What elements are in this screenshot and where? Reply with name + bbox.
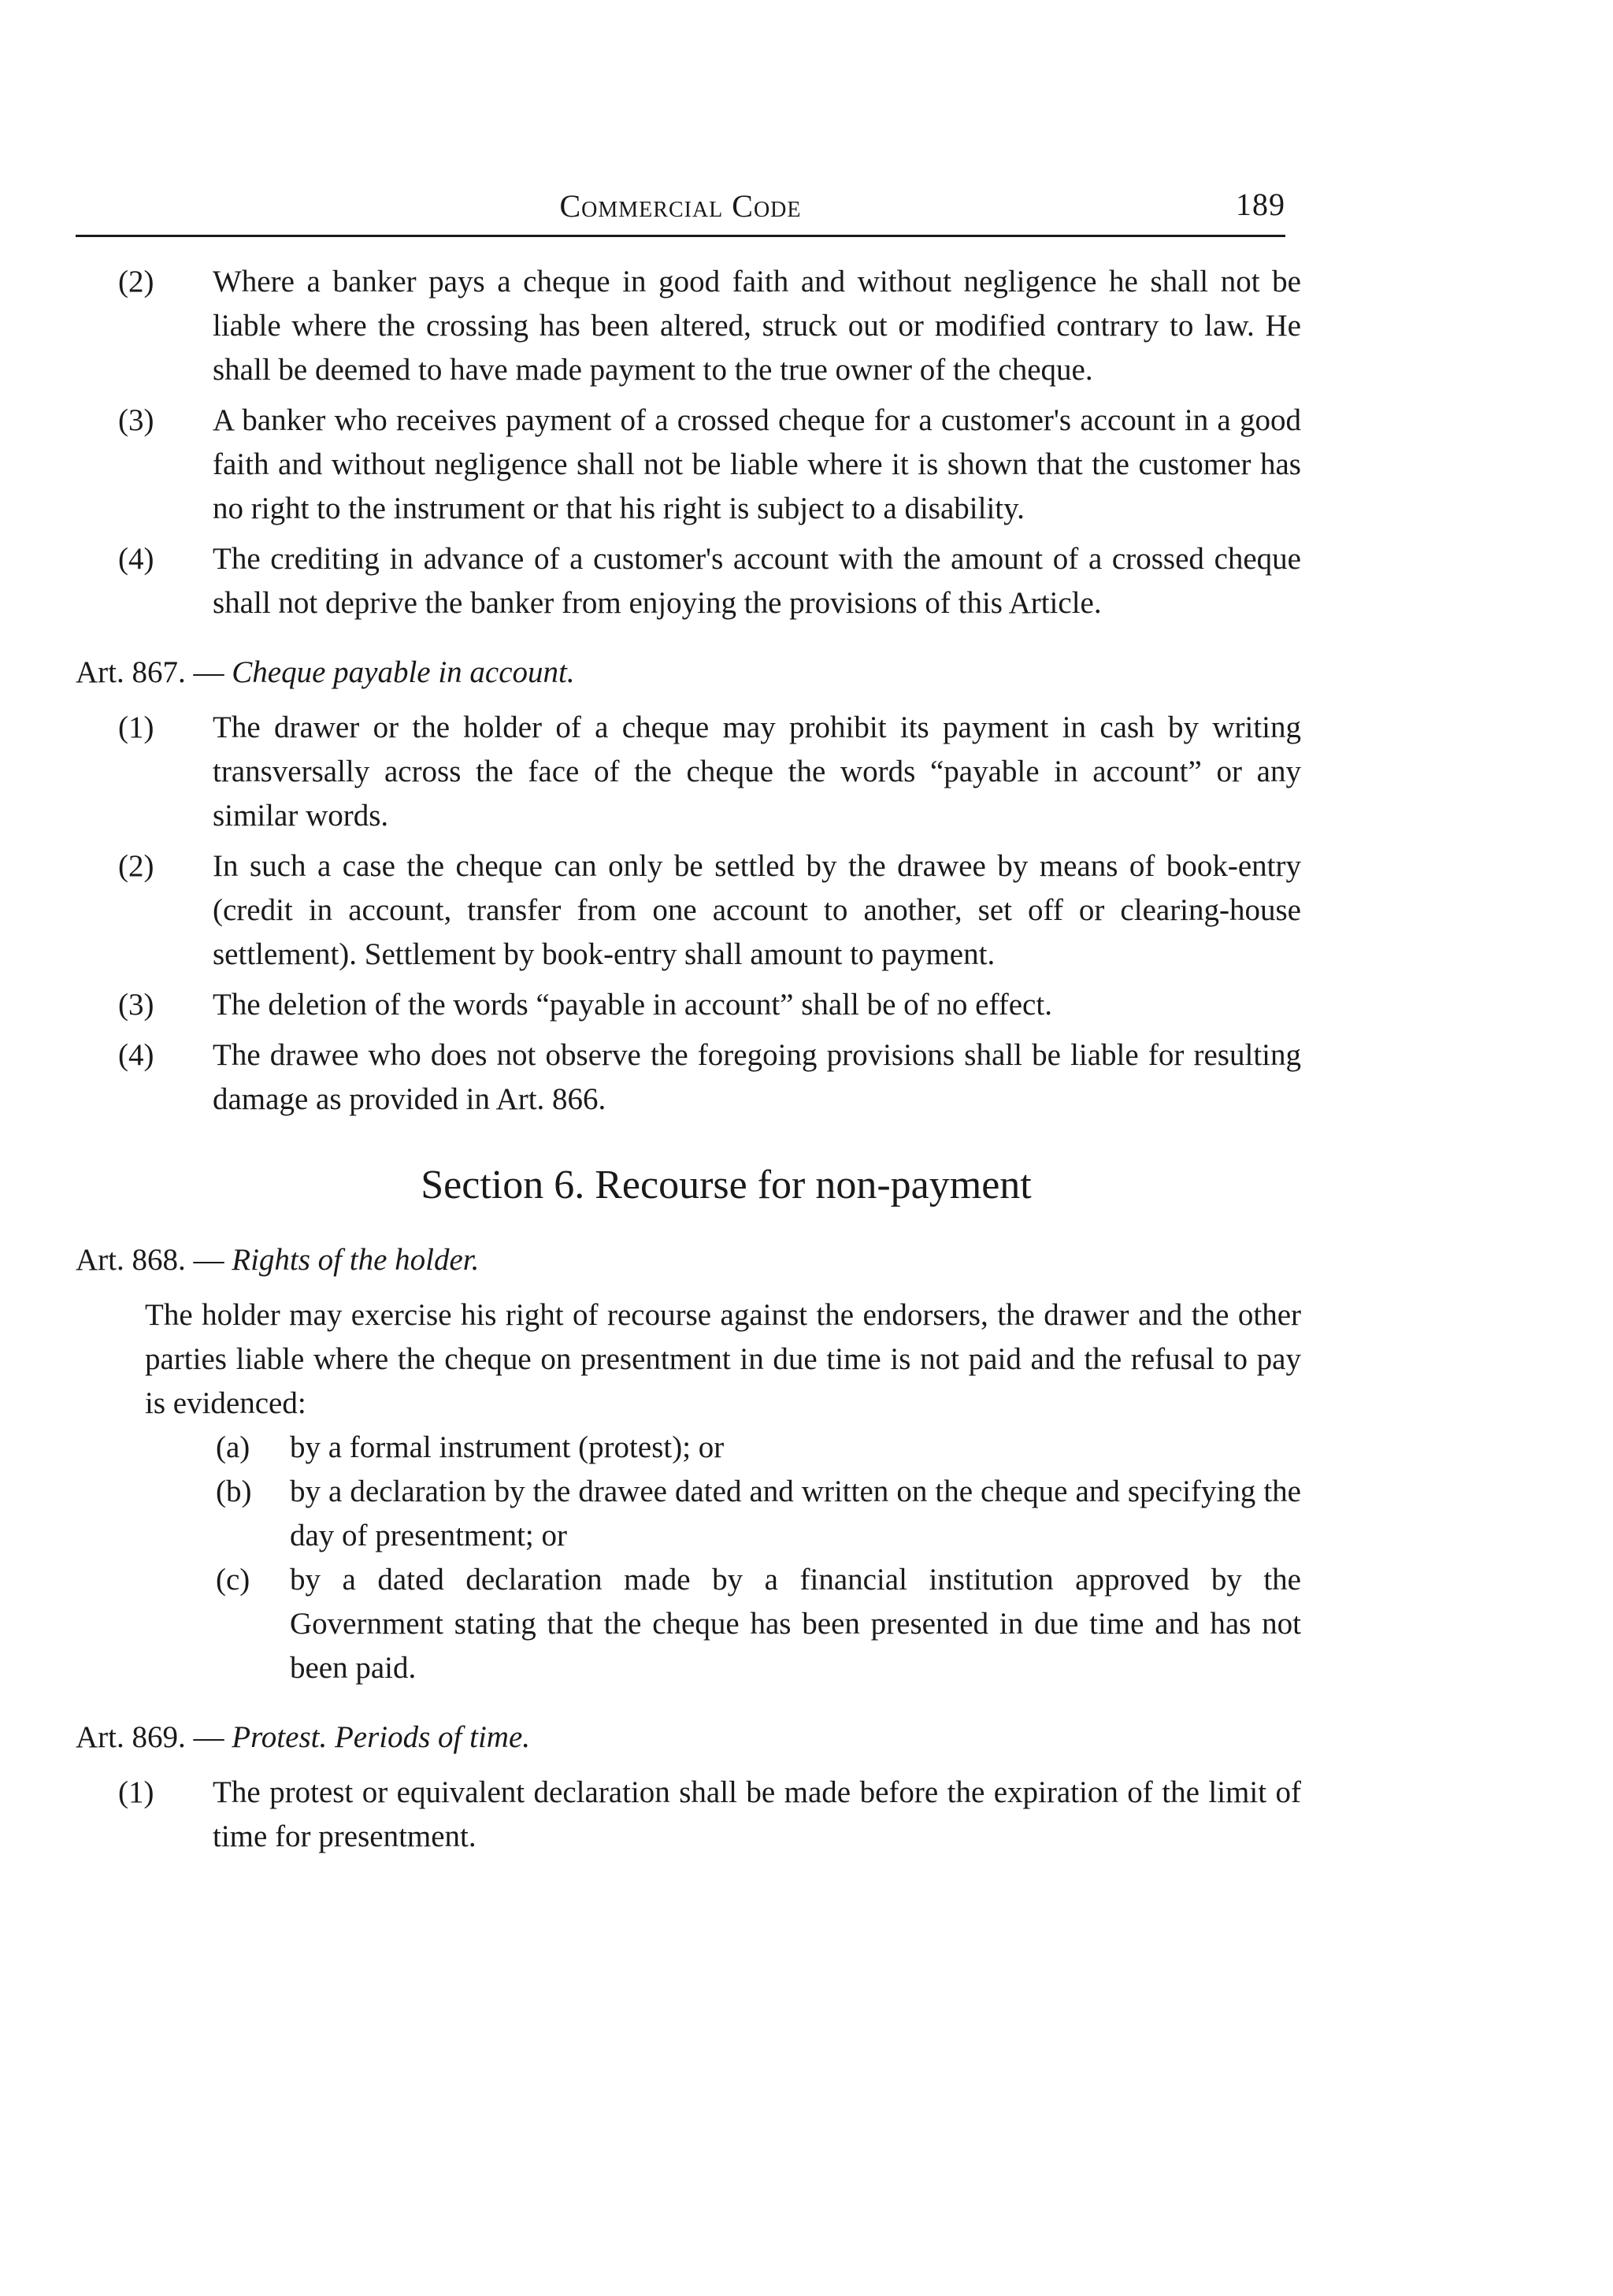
article-number: Art. 867. — bbox=[76, 655, 224, 689]
article-number: Art. 868. — bbox=[76, 1243, 224, 1277]
paragraph-number: (2) bbox=[118, 849, 154, 883]
lettered-item bbox=[76, 1426, 1301, 1470]
paragraph-text: A banker who receives payment of a crossed cheque for a customer's account in a good faith and without negligence shall not be liable where it is shown that the customer has no right to the instrument or that his right is subject to a disability. bbox=[213, 403, 1301, 525]
numbered-paragraph bbox=[76, 537, 1301, 625]
numbered-paragraph bbox=[76, 260, 1301, 392]
paragraph-text: The crediting in advance of a customer's account with the amount of a crossed cheque shall not deprive the banker from enjoying the provisions of this Article. bbox=[213, 542, 1301, 620]
paragraph-text: The deletion of the words “payable in account” shall be of no effect. bbox=[213, 988, 1052, 1022]
header-rule bbox=[76, 235, 1285, 237]
item-text: by a declaration by the drawee dated and written on the cheque and specifying the day of presentment; or bbox=[290, 1474, 1301, 1552]
page-number: 189 bbox=[1236, 187, 1285, 222]
page-content bbox=[76, 260, 1301, 1859]
item-text: by a dated declaration made by a financial institution approved by the Government stating that the cheque has been presented in due time and has not been paid. bbox=[290, 1563, 1301, 1685]
numbered-paragraph bbox=[76, 844, 1301, 977]
paragraph-number: (3) bbox=[118, 988, 154, 1022]
paragraph-number: (4) bbox=[118, 1038, 154, 1072]
item-text: by a formal instrument (protest); or bbox=[290, 1430, 725, 1464]
numbered-paragraph bbox=[76, 983, 1301, 1027]
paragraph-number: (1) bbox=[118, 1775, 154, 1809]
paragraph-number: (3) bbox=[118, 403, 154, 437]
paragraph-text: Where a banker pays a cheque in good faith and without negligence he shall not be liable where the crossing has been altered, struck out or modified contrary to law. He shall be deemed to have made payment to the true owner of the cheque. bbox=[213, 265, 1301, 387]
article-number: Art. 869. — bbox=[76, 1720, 224, 1754]
paragraph-text: The protest or equivalent declaration shall be made before the expiration of the limit of time for presentment. bbox=[213, 1775, 1301, 1853]
article-heading-868 bbox=[76, 1238, 1301, 1282]
paragraph-number: (4) bbox=[118, 542, 154, 576]
paragraph-text: The drawer or the holder of a cheque may prohibit its payment in cash by writing transversally across the face of the cheque the words “payable in account” or any similar words. bbox=[213, 710, 1301, 833]
article-title: Cheque payable in account. bbox=[232, 655, 575, 689]
lettered-item bbox=[76, 1558, 1301, 1690]
item-letter: (b) bbox=[216, 1474, 252, 1508]
article-heading-869 bbox=[76, 1716, 1301, 1760]
item-letter: (c) bbox=[216, 1563, 250, 1597]
paragraph-number: (2) bbox=[118, 265, 154, 299]
numbered-paragraph bbox=[76, 706, 1301, 838]
paragraph-number: (1) bbox=[118, 710, 154, 744]
running-header bbox=[76, 183, 1285, 230]
numbered-paragraph bbox=[76, 399, 1301, 531]
numbered-paragraph bbox=[76, 1771, 1301, 1859]
lettered-item bbox=[76, 1470, 1301, 1558]
article-title: Rights of the holder. bbox=[232, 1243, 480, 1277]
article-intro-paragraph: The holder may exercise his right of recourse against the endorsers, the drawer and the other parties liable where the cheque on presentment in due time is not paid and the refusal to pay is evidenced: bbox=[145, 1298, 1301, 1420]
article-heading-867 bbox=[76, 651, 1301, 695]
paragraph-text: The drawee who does not observe the foregoing provisions shall be liable for resulting damage as provided in Art. 866. bbox=[213, 1038, 1301, 1116]
numbered-paragraph bbox=[76, 1033, 1301, 1122]
article-title: Protest. Periods of time. bbox=[232, 1720, 531, 1754]
section-heading: Section 6. Recourse for non-payment bbox=[421, 1163, 1032, 1207]
item-letter: (a) bbox=[216, 1430, 250, 1464]
paragraph-text: In such a case the cheque can only be settled by the drawee by means of book-entry (credit in account, transfer from one account to another, set off or clearing-house settlement). Settlement by book-entry shall amount to payment. bbox=[213, 849, 1301, 971]
running-title: Commercial Code bbox=[559, 188, 802, 224]
